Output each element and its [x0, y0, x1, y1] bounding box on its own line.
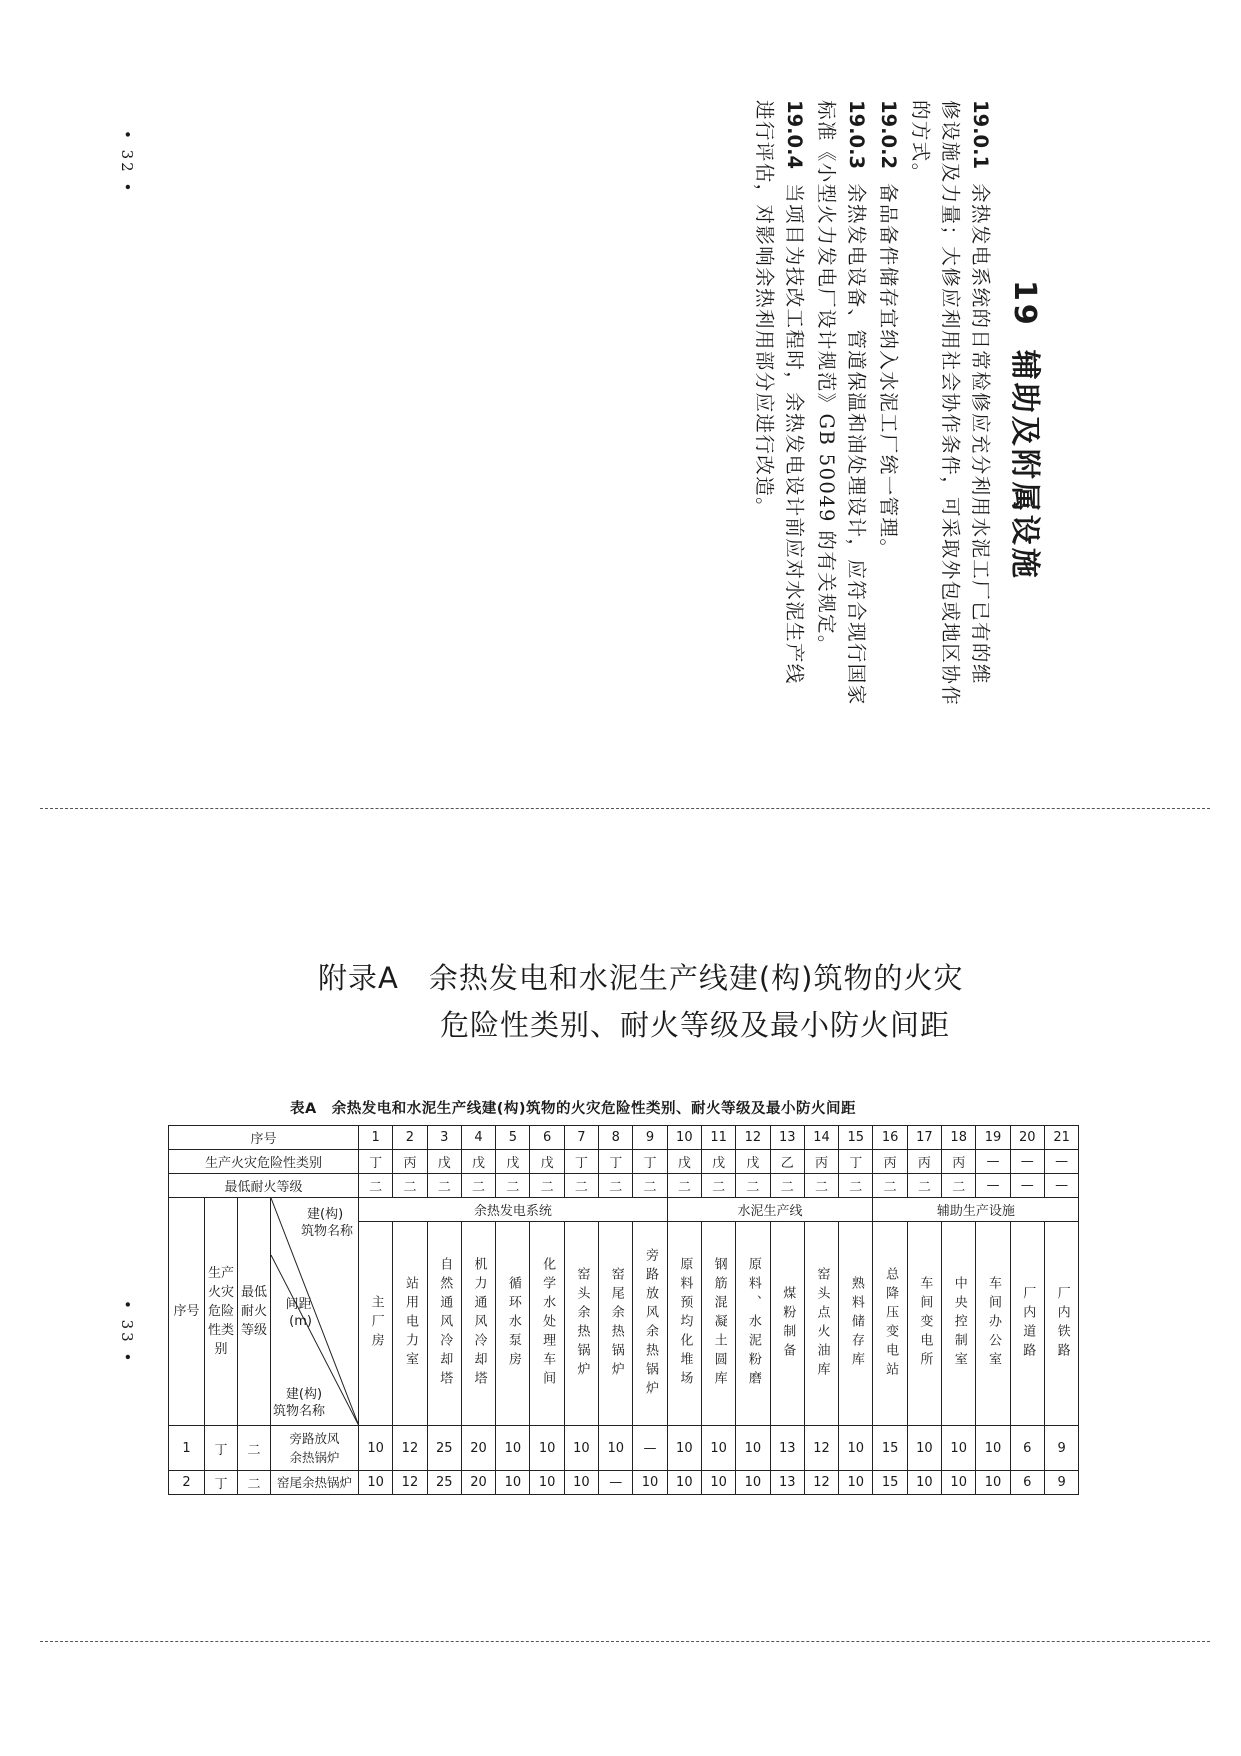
- distance-value: 10: [667, 1471, 701, 1495]
- fire-cell: 二: [359, 1174, 393, 1198]
- seq-cell: 8: [599, 1126, 633, 1150]
- distance-value: 6: [1010, 1471, 1044, 1495]
- distance-value: 10: [976, 1426, 1010, 1471]
- distance-value: 10: [564, 1426, 598, 1471]
- data-row-hazard: 丁: [205, 1471, 238, 1495]
- header-col-name: 车间变电所: [907, 1222, 941, 1426]
- fire-cell: 二: [736, 1174, 770, 1198]
- distance-value: 12: [804, 1426, 838, 1471]
- distance-value: 9: [1044, 1471, 1078, 1495]
- hazard-cell: 丙: [873, 1150, 907, 1174]
- header-col-name: 中央控制室: [942, 1222, 976, 1426]
- seq-cell: 13: [770, 1126, 804, 1150]
- distance-value: 12: [804, 1471, 838, 1495]
- seq-cell: 19: [976, 1126, 1010, 1150]
- page-number-lower: • 33 •: [118, 1300, 136, 1365]
- header-col-name: 熟料储存库: [839, 1222, 873, 1426]
- table-row-hazard: [169, 1150, 1079, 1174]
- seq-cell: 6: [530, 1126, 564, 1150]
- distance-value: 10: [839, 1426, 873, 1471]
- header-col-name: 原料、水泥粉磨: [736, 1222, 770, 1426]
- appendix-title-line2: 危险性类别、耐火等级及最小防火间距: [440, 1008, 951, 1042]
- header-seq: 序号: [169, 1198, 205, 1426]
- seq-cell: 18: [942, 1126, 976, 1150]
- distance-value: 10: [976, 1471, 1010, 1495]
- fire-cell: 二: [564, 1174, 598, 1198]
- header-col-name: 站用电力室: [393, 1222, 427, 1426]
- seq-cell: 5: [496, 1126, 530, 1150]
- distance-value: 6: [1010, 1426, 1044, 1471]
- clause-line: 标准《小型火力发电厂设计规范》GB 50049 的有关规定。: [815, 100, 838, 656]
- distance-value: 10: [736, 1426, 770, 1471]
- hazard-cell: —: [1010, 1150, 1044, 1174]
- clause-line: 19.0.3余热发电设备、管道保温和油处理设计，应符合现行国家: [845, 100, 868, 706]
- distance-value: 9: [1044, 1426, 1078, 1471]
- header-col-name: 钢筋混凝土圆库: [701, 1222, 735, 1426]
- distance-value: 13: [770, 1426, 804, 1471]
- seq-cell: 11: [701, 1126, 735, 1150]
- distance-value: 10: [359, 1471, 393, 1495]
- data-row-no: 2: [169, 1471, 205, 1495]
- header-group: 水泥生产线: [667, 1198, 873, 1222]
- distance-value: 10: [701, 1426, 735, 1471]
- distance-value: 10: [701, 1471, 735, 1495]
- header-hazard: 生产 火灾 危险 性类 别: [205, 1198, 238, 1426]
- data-row-name: 旁路放风 余热锅炉: [271, 1426, 359, 1471]
- fire-cell: —: [1010, 1174, 1044, 1198]
- distance-value: 10: [667, 1426, 701, 1471]
- header-group: 辅助生产设施: [873, 1198, 1079, 1222]
- data-row-name: 窑尾余热锅炉: [271, 1471, 359, 1495]
- header-col-name: 循环水泵房: [496, 1222, 530, 1426]
- fire-cell: 二: [907, 1174, 941, 1198]
- seq-cell: 14: [804, 1126, 838, 1150]
- fire-cell: 二: [770, 1174, 804, 1198]
- distance-value: 10: [496, 1426, 530, 1471]
- appendix-title-line1: 附录A 余热发电和水泥生产线建(构)筑物的火灾: [318, 961, 964, 995]
- hazard-cell: 丙: [804, 1150, 838, 1174]
- section-number: 19: [1007, 280, 1042, 328]
- distance-value: 10: [359, 1426, 393, 1471]
- seq-cell: 2: [393, 1126, 427, 1150]
- page-bottom-line: [40, 1641, 1210, 1642]
- table-row-data: [169, 1426, 1079, 1471]
- fire-cell: 二: [496, 1174, 530, 1198]
- seq-cell: 9: [633, 1126, 667, 1150]
- distance-value: 10: [530, 1471, 564, 1495]
- seq-cell: 16: [873, 1126, 907, 1150]
- header-col-name: 总降压变电站: [873, 1222, 907, 1426]
- hazard-cell: 戊: [667, 1150, 701, 1174]
- hazard-cell: —: [1044, 1150, 1078, 1174]
- fire-cell: 二: [667, 1174, 701, 1198]
- header-col-name: 主厂房: [359, 1222, 393, 1426]
- row-label-fire: 最低耐火等级: [169, 1174, 359, 1198]
- clause-line: 19.0.1余热发电系统的日常检修应充分利用水泥工厂已有的维: [969, 100, 992, 685]
- clause-line: 19.0.2备品备件储存宜纳入水泥工厂统一管理。: [877, 100, 900, 560]
- section-title-text: 辅助及附属设施: [1007, 349, 1042, 581]
- seq-cell: 4: [461, 1126, 495, 1150]
- hazard-cell: 乙: [770, 1150, 804, 1174]
- table-row-groups: [169, 1198, 1079, 1222]
- fire-cell: 二: [530, 1174, 564, 1198]
- header-col-name: 机力通风冷却塔: [461, 1222, 495, 1426]
- data-row-hazard: 丁: [205, 1426, 238, 1471]
- hazard-cell: 丁: [633, 1150, 667, 1174]
- clause-line: 的方式。: [909, 100, 932, 184]
- header-col-name: 窑头余热锅炉: [564, 1222, 598, 1426]
- seq-cell: 17: [907, 1126, 941, 1150]
- header-col-name: 煤粉制备: [770, 1222, 804, 1426]
- distance-value: 12: [393, 1471, 427, 1495]
- data-row-fire: 二: [238, 1471, 271, 1495]
- distance-value: 10: [599, 1426, 633, 1471]
- fire-cell: 二: [599, 1174, 633, 1198]
- seq-cell: 7: [564, 1126, 598, 1150]
- header-fire: 最低 耐火 等级: [238, 1198, 271, 1426]
- distance-value: 10: [839, 1471, 873, 1495]
- diag-label-top: 建(构) 筑物名称: [301, 1207, 354, 1239]
- clause-line: 进行评估，对影响余热利用部分应进行改造。: [753, 100, 776, 519]
- distance-value: 25: [427, 1426, 461, 1471]
- hazard-cell: 丙: [393, 1150, 427, 1174]
- hazard-cell: 丁: [599, 1150, 633, 1174]
- seq-cell: 12: [736, 1126, 770, 1150]
- seq-cell: 20: [1010, 1126, 1044, 1150]
- header-col-name: 车间办公室: [976, 1222, 1010, 1426]
- distance-value: 10: [633, 1471, 667, 1495]
- seq-cell: 10: [667, 1126, 701, 1150]
- table-row-data: [169, 1471, 1079, 1495]
- seq-cell: 3: [427, 1126, 461, 1150]
- header-col-name: 化学水处理车间: [530, 1222, 564, 1426]
- header-col-name: 窑头点火油库: [804, 1222, 838, 1426]
- fire-cell: —: [1044, 1174, 1078, 1198]
- diag-label-mid: 间距 (m): [285, 1297, 312, 1330]
- data-row-fire: 二: [238, 1426, 271, 1471]
- distance-value: 25: [427, 1471, 461, 1495]
- hazard-cell: —: [976, 1150, 1010, 1174]
- seq-cell: 1: [359, 1126, 393, 1150]
- header-col-name: 窑尾余热锅炉: [599, 1222, 633, 1426]
- header-col-name: 旁路放风余热锅炉: [633, 1222, 667, 1426]
- fire-cell: 二: [701, 1174, 735, 1198]
- header-diagonal: [271, 1198, 359, 1426]
- distance-value: 10: [907, 1426, 941, 1471]
- hazard-cell: 丁: [564, 1150, 598, 1174]
- hazard-cell: 戊: [736, 1150, 770, 1174]
- fire-cell: 二: [839, 1174, 873, 1198]
- distance-value: 10: [942, 1426, 976, 1471]
- data-row-no: 1: [169, 1426, 205, 1471]
- hazard-cell: 戊: [701, 1150, 735, 1174]
- distance-value: 10: [530, 1426, 564, 1471]
- header-group: 余热发电系统: [359, 1198, 668, 1222]
- hazard-cell: 戊: [530, 1150, 564, 1174]
- distance-value: 13: [770, 1471, 804, 1495]
- distance-value: 20: [461, 1471, 495, 1495]
- seq-cell: 15: [839, 1126, 873, 1150]
- fire-cell: 二: [393, 1174, 427, 1198]
- distance-value: 10: [496, 1471, 530, 1495]
- distance-value: 10: [564, 1471, 598, 1495]
- clause-line: 修设施及力量；大修应利用社会协作条件，可采取外包或地区协作: [939, 100, 962, 707]
- page-fold-line: [40, 808, 1210, 809]
- fire-cell: 二: [804, 1174, 838, 1198]
- section-19-rotated: [650, 100, 1050, 740]
- hazard-cell: 戊: [427, 1150, 461, 1174]
- distance-value: 10: [942, 1471, 976, 1495]
- distance-value: 10: [907, 1471, 941, 1495]
- distance-value: 15: [873, 1471, 907, 1495]
- distance-value: 10: [736, 1471, 770, 1495]
- seq-cell: 21: [1044, 1126, 1078, 1150]
- hazard-cell: 丙: [942, 1150, 976, 1174]
- row-label-hazard: 生产火灾危险性类别: [169, 1150, 359, 1174]
- section-title: [1006, 280, 1050, 581]
- header-col-name: 厂内道路: [1010, 1222, 1044, 1426]
- hazard-cell: 丙: [907, 1150, 941, 1174]
- fire-cell: 二: [461, 1174, 495, 1198]
- fire-cell: 二: [427, 1174, 461, 1198]
- distance-value: 12: [393, 1426, 427, 1471]
- table-row-seq: [169, 1126, 1079, 1150]
- header-col-name: 厂内铁路: [1044, 1222, 1078, 1426]
- table-caption: 表A 余热发电和水泥生产线建(构)筑物的火灾危险性类别、耐火等级及最小防火间距: [290, 1101, 856, 1117]
- fire-cell: 二: [873, 1174, 907, 1198]
- hazard-cell: 丁: [839, 1150, 873, 1174]
- page-number-upper: • 32 •: [118, 130, 136, 195]
- distance-value: —: [599, 1471, 633, 1495]
- fire-cell: —: [976, 1174, 1010, 1198]
- distance-value: 20: [461, 1426, 495, 1471]
- header-col-name: 自然通风冷却塔: [427, 1222, 461, 1426]
- fire-cell: 二: [633, 1174, 667, 1198]
- hazard-cell: 戊: [461, 1150, 495, 1174]
- table-row-fire: [169, 1174, 1079, 1198]
- hazard-cell: 丁: [359, 1150, 393, 1174]
- distance-value: —: [633, 1426, 667, 1471]
- fire-cell: 二: [942, 1174, 976, 1198]
- header-col-name: 原料预均化堆场: [667, 1222, 701, 1426]
- distance-value: 15: [873, 1426, 907, 1471]
- row-label-seq: 序号: [169, 1126, 359, 1150]
- diag-label-bottom: 建(构) 筑物名称: [273, 1387, 326, 1419]
- hazard-cell: 戊: [496, 1150, 530, 1174]
- clause-line: 19.0.4当项目为技改工程时，余热发电设计前应对水泥生产线: [783, 100, 806, 685]
- fire-distance-table: [168, 1125, 1079, 1495]
